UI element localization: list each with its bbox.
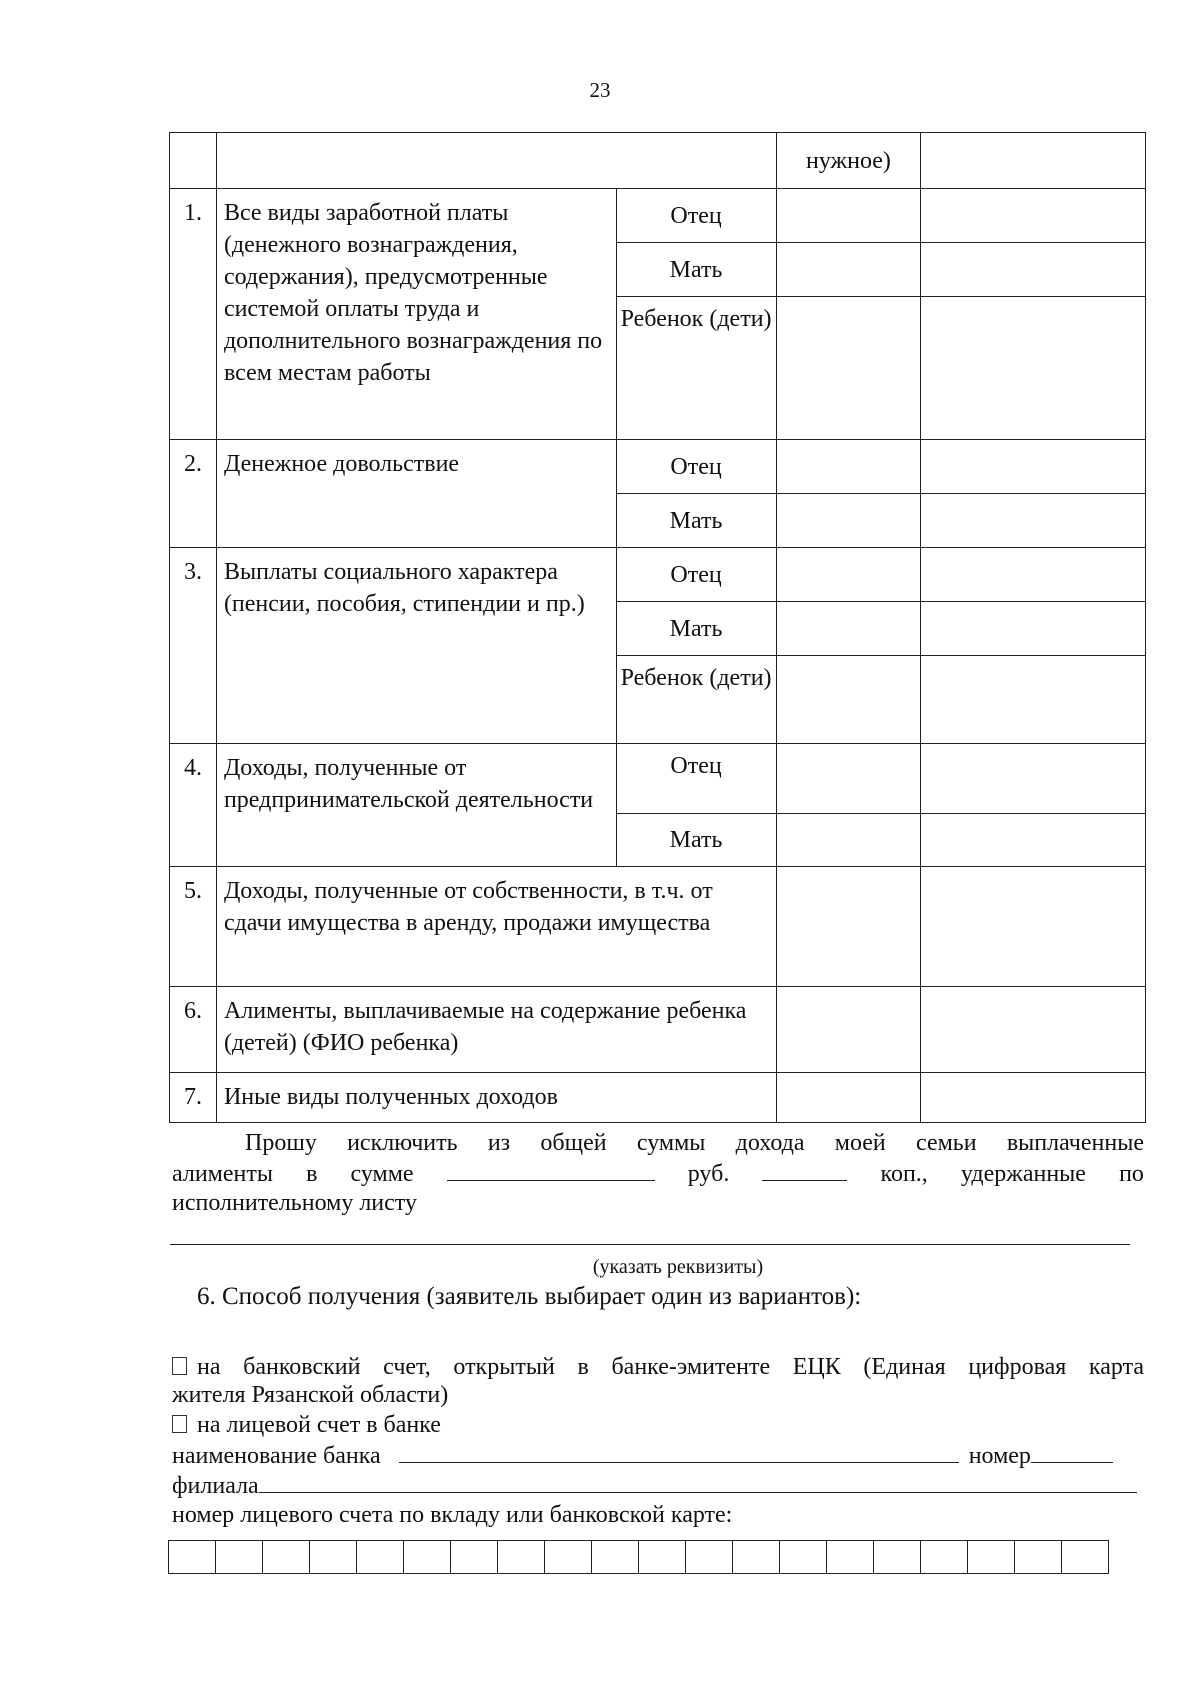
account-digit-cell[interactable] — [968, 1540, 1015, 1574]
income-input-cell[interactable] — [921, 602, 1146, 656]
account-digit-cell[interactable] — [686, 1540, 733, 1574]
word-v: в — [306, 1161, 318, 1187]
account-digit-cell[interactable] — [733, 1540, 780, 1574]
income-input-cell[interactable] — [776, 1073, 921, 1123]
account-number-cells — [168, 1540, 1109, 1574]
requisites-caption: (указать реквизиты) — [592, 1256, 764, 1278]
row-3-desc: Выплаты социального характера (пенсии, пособия, стипендии и пр.) — [216, 548, 616, 744]
row-4-num: 4. — [170, 744, 217, 867]
income-input-cell[interactable] — [921, 1073, 1146, 1123]
account-digit-cell[interactable] — [357, 1540, 404, 1574]
income-input-cell[interactable] — [776, 297, 921, 440]
row-3-member-child: Ребенок (дети) — [616, 656, 776, 744]
row-1-desc: Все виды заработной платы (денежного вознаграждения, содержания), предусмотренные системой оплаты труда и дополнительного вознаграждения по всем местам работы — [216, 189, 616, 440]
word-summe: сумме — [350, 1161, 414, 1187]
option-2-text: на лицевой счет в банке — [197, 1412, 441, 1438]
account-label: номер лицевого счета по вкладу или банковской карте: — [172, 1502, 733, 1528]
branch-label: филиала — [172, 1473, 259, 1499]
row-1-member-child: Ребенок (дети) — [616, 297, 776, 440]
header-continuation: нужное) — [776, 133, 921, 189]
word-uderzhannye: удержанные — [960, 1161, 1086, 1187]
account-digit-cell[interactable] — [216, 1540, 263, 1574]
income-input-cell[interactable] — [921, 744, 1146, 814]
income-input-cell[interactable] — [921, 548, 1146, 602]
option-1-checkbox[interactable] — [172, 1357, 187, 1375]
option-1-text: на банковский счет, открытый в банке-эмитенте ЕЦК (Единая цифровая карта — [197, 1354, 1144, 1380]
income-input-cell[interactable] — [921, 814, 1146, 867]
income-table — [169, 132, 1146, 1123]
option-2-line — [172, 1410, 1144, 1440]
income-input-cell[interactable] — [776, 189, 921, 243]
row-4-desc: Доходы, полученные от предпринимательской деятельности — [216, 744, 616, 867]
nomer-label: номер — [968, 1443, 1031, 1469]
account-digit-cell[interactable] — [874, 1540, 921, 1574]
account-digit-cell[interactable] — [310, 1540, 357, 1574]
row-5-num: 5. — [170, 867, 217, 987]
requisites-field[interactable] — [170, 1244, 1130, 1245]
header-empty-cell — [921, 133, 1146, 189]
row-4-member-mother: Мать — [616, 814, 776, 867]
row-3-member-father: Отец — [616, 548, 776, 602]
income-input-cell[interactable] — [776, 987, 921, 1073]
income-input-cell[interactable] — [776, 656, 921, 744]
word-alimenty: алименты — [172, 1161, 273, 1187]
row-6-desc: Алименты, выплачиваемые на содержание ребенка (детей) (ФИО ребенка) — [216, 987, 776, 1073]
income-input-cell[interactable] — [776, 867, 921, 987]
account-digit-cell[interactable] — [451, 1540, 498, 1574]
income-input-cell[interactable] — [921, 243, 1146, 297]
row-7-desc: Иные виды полученных доходов — [216, 1073, 776, 1123]
bank-name-line — [172, 1440, 1144, 1471]
row-2-num: 2. — [170, 440, 217, 548]
income-input-cell[interactable] — [776, 814, 921, 867]
income-input-cell[interactable] — [921, 494, 1146, 548]
alimony-amount-kop-field[interactable] — [762, 1158, 847, 1181]
income-input-cell[interactable] — [921, 987, 1146, 1073]
method-heading: 6. Способ получения (заявитель выбирает один из вариантов): — [197, 1283, 862, 1310]
row-2-member-mother: Мать — [616, 494, 776, 548]
row-1-member-mother: Мать — [616, 243, 776, 297]
income-input-cell[interactable] — [776, 744, 921, 814]
account-digit-cell[interactable] — [827, 1540, 874, 1574]
branch-number-field[interactable] — [1031, 1440, 1113, 1463]
alimony-line-2 — [172, 1158, 1144, 1189]
account-digit-cell[interactable] — [1015, 1540, 1062, 1574]
option-1-line-1 — [172, 1352, 1144, 1382]
row-3-num: 3. — [170, 548, 217, 744]
income-input-cell[interactable] — [776, 602, 921, 656]
account-digit-cell[interactable] — [592, 1540, 639, 1574]
header-desc-cell — [216, 133, 776, 189]
bank-name-label: наименование банка — [172, 1443, 381, 1469]
word-po: по — [1119, 1161, 1144, 1187]
bank-name-field[interactable] — [399, 1440, 959, 1463]
option-1-line-2: жителя Рязанской области) — [172, 1382, 449, 1408]
word-rub: руб. — [687, 1161, 730, 1187]
account-digit-cell[interactable] — [169, 1540, 216, 1574]
account-digit-cell[interactable] — [921, 1540, 968, 1574]
row-2-member-father: Отец — [616, 440, 776, 494]
income-input-cell[interactable] — [776, 243, 921, 297]
branch-line — [172, 1470, 1144, 1501]
row-7-num: 7. — [170, 1073, 217, 1123]
income-input-cell[interactable] — [921, 867, 1146, 987]
income-input-cell[interactable] — [921, 440, 1146, 494]
row-3-member-mother: Мать — [616, 602, 776, 656]
header-num-cell — [170, 133, 217, 189]
income-input-cell[interactable] — [776, 548, 921, 602]
income-input-cell[interactable] — [921, 189, 1146, 243]
row-5-desc: Доходы, полученные от собственности, в т.ч. от сдачи имущества в аренду, продажи имущества — [216, 867, 776, 987]
account-digit-cell[interactable] — [404, 1540, 451, 1574]
income-input-cell[interactable] — [921, 297, 1146, 440]
account-digit-cell[interactable] — [263, 1540, 310, 1574]
income-input-cell[interactable] — [776, 494, 921, 548]
account-digit-cell[interactable] — [780, 1540, 827, 1574]
row-1-num: 1. — [170, 189, 217, 440]
income-input-cell[interactable] — [921, 656, 1146, 744]
row-4-member-father: Отец — [616, 744, 776, 814]
account-digit-cell[interactable] — [498, 1540, 545, 1574]
row-1-member-father: Отец — [616, 189, 776, 243]
account-digit-cell[interactable] — [545, 1540, 592, 1574]
row-6-num: 6. — [170, 987, 217, 1073]
row-2-desc: Денежное довольствие — [216, 440, 616, 548]
option-2-checkbox[interactable] — [172, 1415, 187, 1433]
alimony-amount-rub-field[interactable] — [447, 1158, 655, 1181]
word-kop: коп., — [880, 1161, 928, 1187]
branch-field[interactable] — [259, 1470, 1137, 1493]
account-digit-cell[interactable] — [1062, 1540, 1109, 1574]
alimony-line-1: Прошу исключить из общей суммы дохода моей семьи выплаченные — [245, 1130, 1144, 1156]
account-digit-cell[interactable] — [639, 1540, 686, 1574]
alimony-line-3: исполнительному листу — [172, 1190, 417, 1216]
income-input-cell[interactable] — [776, 440, 921, 494]
page-number: 23 — [589, 78, 611, 102]
